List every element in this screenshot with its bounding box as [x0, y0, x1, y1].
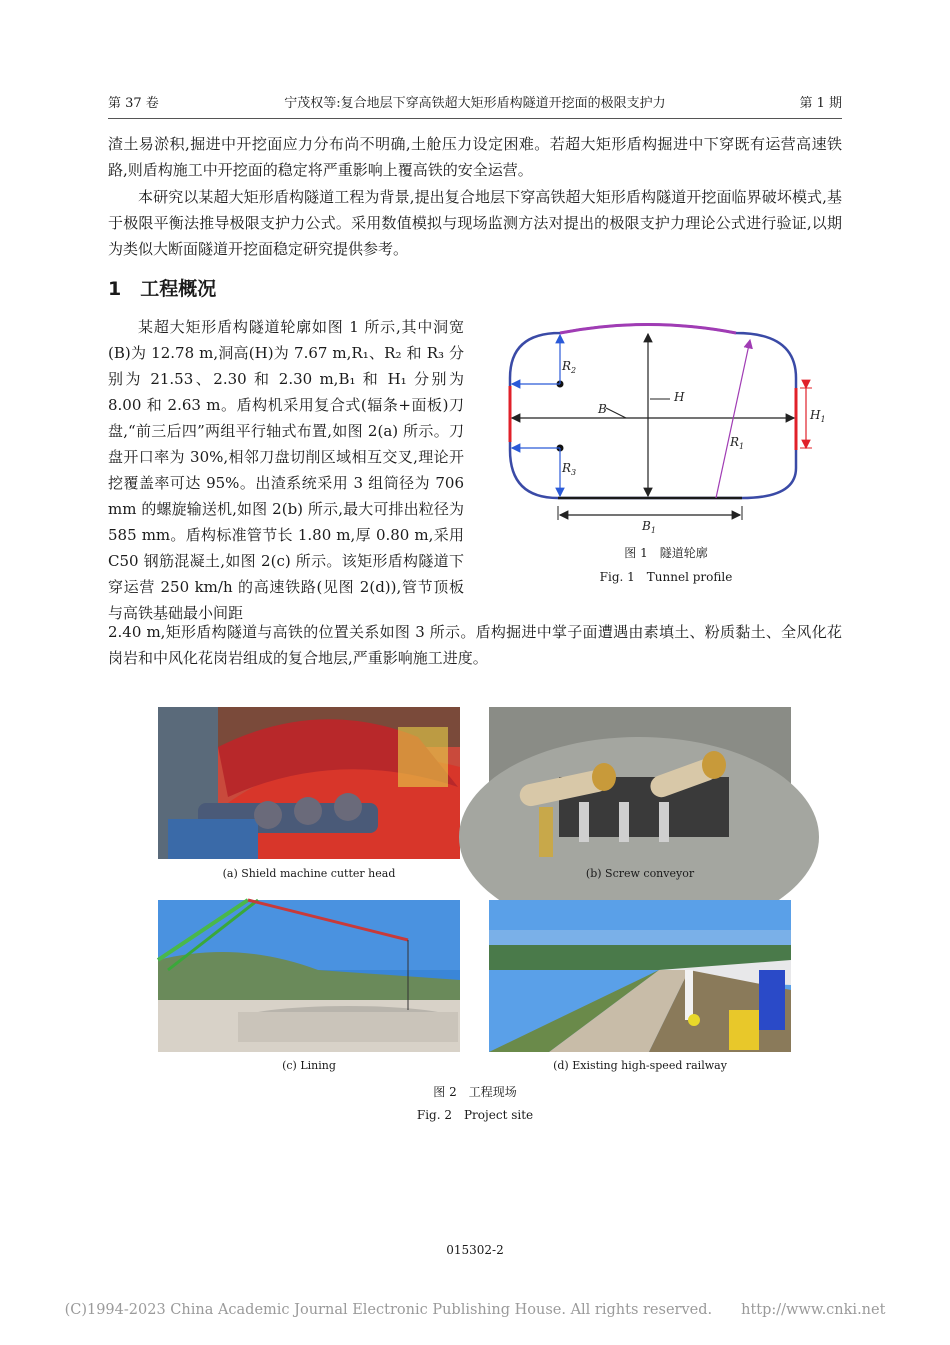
tunnel-outline [510, 325, 796, 499]
subcaption-c: (c) Lining [282, 1059, 336, 1072]
header-rule [108, 118, 842, 119]
subcaption-b: (b) Screw conveyor [585, 867, 695, 880]
paragraph-1: 渣土易淤积,掘进中开挖面应力分布尚不明确,土舱压力设定困难。若超大矩形盾构掘进中下穿既有运营高速铁路,则盾构施工中开挖面的稳定将严重影响上覆高铁的安全运营。 [108, 135, 842, 179]
header-volume: 第 37 卷 [108, 96, 159, 111]
label-b: B [598, 402, 607, 416]
label-h1: $H_1$ [810, 408, 826, 424]
section-title: 1 工程概况 [108, 278, 217, 300]
label-r3: $R_3$ [562, 461, 577, 477]
r1-radius [716, 340, 750, 498]
photo-lining [158, 900, 460, 1052]
label-b1: $B_1$ [642, 519, 656, 535]
project-description: 某超大矩形盾构隧道轮廓如图 1 所示,其中洞宽(B)为 12.78 m,洞高(H)为 7.67 m,R₁、R₂ 和 R₃ 分别为 21.53、2.30 和 2.30 m,B₁ 和 H₁ 分别为 8.00 和 2.63 m。盾构机采用复合式(辐条+面板)刀盘,“前三后四”两组平行轴式布置,如图 2(a) 所示。刀盘开口率为 30%,相邻刀盘切削区域相互交叉,理论开挖覆盖率可达 95%。出渣系统采用 3 组筒径为 706 mm 的螺旋输送机,如图 2(b) 所示,最大可排出粒径为 585 mm。盾构标准管节长 1.80 m,厚 0.80 m,采用 C50 钢筋混凝土,如图 2(c) 所示。该矩形盾构隧道下穿运营 250 km/h 的高速铁路(见图 2(d)),管节顶板与高铁基础最小间距 [108, 318, 464, 622]
photo-high-speed-railway [489, 900, 791, 1052]
page-number: 015302-2 [446, 1243, 504, 1257]
header-issue: 第 1 期 [799, 96, 842, 111]
subcaption-d: (d) Existing high-speed railway [553, 1059, 727, 1072]
figure-2-caption-cn: 图 2 工程现场 [433, 1085, 517, 1099]
label-h: H [674, 390, 685, 404]
header-title: 宁茂权等:复合地层下穿高铁超大矩形盾构隧道开挖面的极限支护力 [284, 96, 666, 111]
label-r2: $R_2$ [562, 359, 577, 375]
copyright-footer: (C)1994-2023 China Academic Journal Electronic Publishing House. All rights reserved. http://www.cnki.net [64, 1302, 886, 1318]
figure-1-caption-en: Fig. 1 Tunnel profile [599, 570, 733, 584]
paragraph-continued: 2.40 m,矩形盾构隧道与高铁的位置关系如图 3 所示。盾构掘进中掌子面遭遇由素填土、粉质黏土、全风化花岗岩和中风化花岗岩组成的复合地层,严重影响施工进度。 [108, 623, 842, 667]
label-r1: $R_1$ [730, 435, 745, 451]
top-arc [560, 325, 736, 334]
paragraph-2: 本研究以某超大矩形盾构隧道工程为背景,提出复合地层下穿高铁超大矩形盾构隧道开挖面临界破坏模式,基于极限平衡法推导极限支护力公式。采用数值模拟与现场监测方法对提出的极限支护力理论公式进行验证,以期为类似大断面隧道开挖面稳定研究提供参考。 [108, 188, 842, 258]
subcaption-a: (a) Shield machine cutter head [222, 867, 396, 880]
photo-screw-conveyor [489, 707, 791, 859]
photo-cutter-head [158, 707, 460, 859]
tunnel-profile-diagram [498, 320, 826, 535]
figure-1-caption-cn: 图 1 隧道轮廓 [624, 546, 708, 560]
figure-2-caption-en: Fig. 2 Project site [416, 1108, 534, 1122]
running-header [108, 92, 842, 116]
